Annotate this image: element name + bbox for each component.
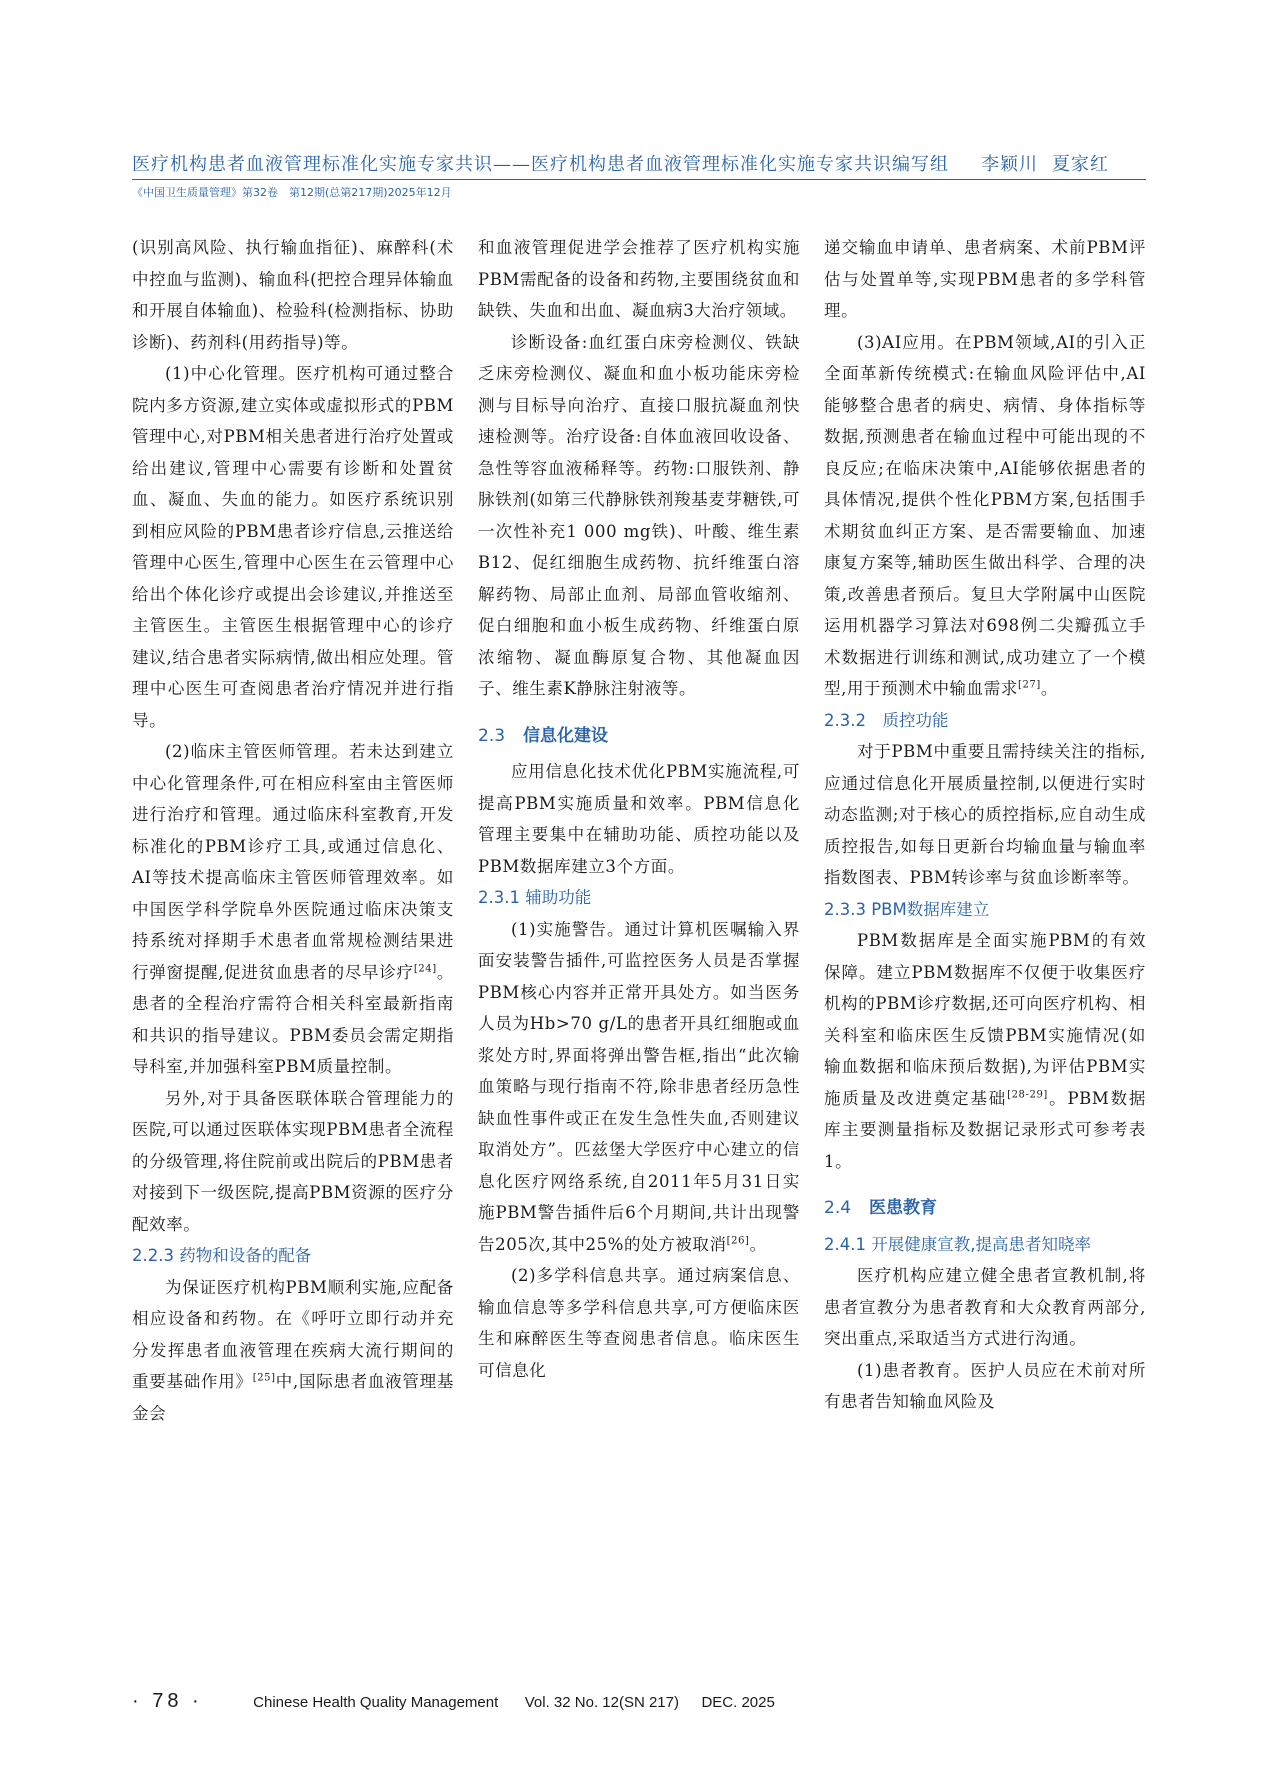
paragraph: (2)多学科信息共享。通过病案信息、输血信息等多学科信息共享,可方便临床医生和麻醉医生等查阅患者信息。临床医生可信息化: [478, 1266, 800, 1380]
text-column-2: [478, 232, 800, 1386]
paragraph: 诊断设备:血红蛋白床旁检测仪、铁缺乏床旁检测仪、凝血和血小板功能床旁检测与目标导向治疗、直接口服抗凝血剂快速检测等。治疗设备:自体血液回收设备、急性等容血液稀释等。药物:口服铁剂、静脉铁剂(如第三代静脉铁剂羧基麦芽糖铁,可一次性补充1 000 mg铁)、叶酸、维生素B12、促红细胞生成药物、抗纤维蛋白溶解药物、局部止血剂、局部血管收缩剂、促白细胞和血小板生成药物、纤维蛋白原浓缩物、凝血酶原复合物、其他凝血因子、维生素K静脉注射液等。: [478, 332, 800, 698]
section-heading-2-4: 2.4 医患教育: [824, 1198, 938, 1218]
volume-issue: Vol. 32 No. 12(SN 217): [524, 1694, 679, 1711]
citation-ref[interactable]: [25]: [252, 1372, 276, 1384]
paragraph: PBM数据库是全面实施PBM的有效保障。建立PBM数据库不仅便于收集医疗机构的PBM诊疗数据,还可向医疗机构、相关科室和临床医生反馈PBM实施情况(如输血数据和临床预后数据),为评估PBM实施质量及改进奠定基础[28-29]。PBM数据库主要测量指标及数据记录形式可参考表1。: [824, 931, 1146, 1171]
page-number: · 78 ·: [132, 1690, 203, 1712]
paragraph: 为保证医疗机构PBM顺利实施,应配备相应设备和药物。在《呼吁立即行动并充分发挥患者血液管理在疾病大流行期间的重要基础作用》[25]中,国际患者血液管理基金会: [132, 1277, 454, 1423]
citation-ref[interactable]: [27]: [1017, 679, 1041, 691]
citation-ref[interactable]: [24]: [413, 963, 437, 974]
paragraph: (1)实施警告。通过计算机医嘱输入界面安装警告插件,可监控医务人员是否掌握PBM核心内容并正常开具处方。如当医务人员为Hb>70 g/L的患者开具红细胞或血浆处方时,界面将弹出警告框,指出“此次输血策略与现行指南不符,除非患者经历急性缺血性事件或正在发生急性失血,否则建议取消处方”。匹兹堡大学医疗中心建立的信息化医疗网络系统,自2011年5月31日实施PBM警告插件后6个月期间,共计出现警告205次,其中25%的处方被取消[26]。: [478, 919, 800, 1254]
running-title: 医疗机构患者血液管理标准化实施专家共识——医疗机构患者血液管理标准化实施专家共识编写组: [132, 154, 949, 175]
paragraph: 和血液管理促进学会推荐了医疗机构实施PBM需配备的设备和药物,主要围绕贫血和缺铁、失血和出血、凝血病3大治疗领域。: [478, 238, 800, 320]
section-heading-2-3: 2.3 信息化建设: [478, 725, 609, 746]
paragraph: (2)临床主管医师管理。若未达到建立中心化管理条件,可在相应科室由主管医师进行治疗和管理。通过临床科室教育,开发标准化的PBM诊疗工具,或通过信息化、AI等技术提高临床主管医师管理效率。如中国医学科学院阜外医院通过临床决策支持系统对择期手术患者血常规检测结果进行弹窗提醒,促进贫血患者的尽早诊疗[24]。患者的全程治疗需符合相关科室最新指南和共识的指导建议。PBM委员会需定期指导科室,并加强科室PBM质量控制。: [132, 742, 454, 1076]
section-heading-2-3-1: 2.3.1 辅助功能: [478, 888, 592, 907]
paragraph: 医疗机构应建立健全患者宣教机制,将患者宣教分为患者教育和大众教育两部分,突出重点,采取适当方式进行沟通。: [824, 1266, 1146, 1348]
author-name: 夏家红: [1052, 154, 1109, 175]
journal-name-en: Chinese Health Quality Management: [253, 1694, 499, 1711]
paragraph: (3)AI应用。在PBM领域,AI的引入正全面革新传统模式:在输血风险评估中,AI能够整合患者的病史、病情、身体指标等数据,预测患者在输血过程中可能出现的不良反应;在临床决策中,AI能够依据患者的具体情况,提供个性化PBM方案,包括围手术期贫血纠正方案、是否需要输血、加速康复方案等,辅助医生做出科学、合理的决策,改善患者预后。复旦大学附属中山医院运用机器学习算法对698例二尖瓣孤立手术数据进行训练和测试,成功建立了一个模型,用于预测术中输血需求[27]。: [824, 332, 1146, 698]
citation-ref[interactable]: [26]: [726, 1235, 750, 1246]
paragraph: 递交输血申请单、患者病案、术前PBM评估与处置单等,实现PBM患者的多学科管理。: [824, 238, 1146, 320]
section-heading-2-3-2: 2.3.2 质控功能: [824, 710, 949, 730]
header-divider: [132, 179, 1146, 180]
section-heading-2-2-3: 2.2.3 药物和设备的配备: [132, 1246, 312, 1265]
page-footer: [132, 1690, 775, 1713]
paragraph: (识别高风险、执行输血指征)、麻醉科(术中控血与监测)、输血科(把控合理异体输血和开展自体输血)、检验科(检测指标、协助诊断)、药剂科(用药指导)等。: [132, 238, 454, 352]
author-name: 李颖川: [981, 154, 1038, 175]
paragraph: 对于PBM中重要且需持续关注的指标,应通过信息化开展质量控制,以便进行实时动态监测;对于核心的质控指标,应自动生成质控报告,如每日更新台均输血量与输血率指数图表、PBM转诊率与贫血诊断率等。: [824, 742, 1146, 887]
section-heading-2-3-3: 2.3.3 PBM数据库建立: [824, 899, 990, 919]
paragraph: 另外,对于具备医联体联合管理能力的医院,可以通过医联体实现PBM患者全流程的分级管理,将住院前或出院后的PBM患者对接到下一级医院,提高PBM资源的医疗分配效率。: [132, 1088, 454, 1234]
issue-date: DEC. 2025: [701, 1694, 775, 1711]
text-column-3: [824, 232, 1146, 1418]
citation-ref[interactable]: [28-29]: [1007, 1089, 1048, 1100]
paragraph: (1)患者教育。医护人员应在术前对所有患者告知输血风险及: [824, 1360, 1146, 1411]
text-column-1: [132, 232, 454, 1429]
running-header: [132, 150, 1146, 176]
journal-citation-line: 《中国卫生质量管理》第32卷 第12期(总第217期)2025年12月: [132, 186, 452, 199]
author-list: [967, 154, 1109, 175]
paragraph: (1)中心化管理。医疗机构可通过整合院内多方资源,建立实体或虚拟形式的PBM管理中心,对PBM相关患者进行治疗处置或给出建议,管理中心需要有诊断和处置贫血、凝血、失血的能力。如医疗系统识别到相应风险的PBM患者诊疗信息,云推送给管理中心医生,管理中心医生在云管理中心给出个体化诊疗或提出会诊建议,并推送至主管医生。主管医生根据管理中心的诊疗建议,结合患者实际病情,做出相应处理。管理中心医生可查阅患者治疗情况并进行指导。: [132, 364, 454, 730]
section-heading-2-4-1: 2.4.1 开展健康宣教,提高患者知晓率: [824, 1234, 1091, 1254]
paragraph: 应用信息化技术优化PBM实施流程,可提高PBM实施质量和效率。PBM信息化管理主要集中在辅助功能、质控功能以及PBM数据库建立3个方面。: [478, 762, 800, 876]
